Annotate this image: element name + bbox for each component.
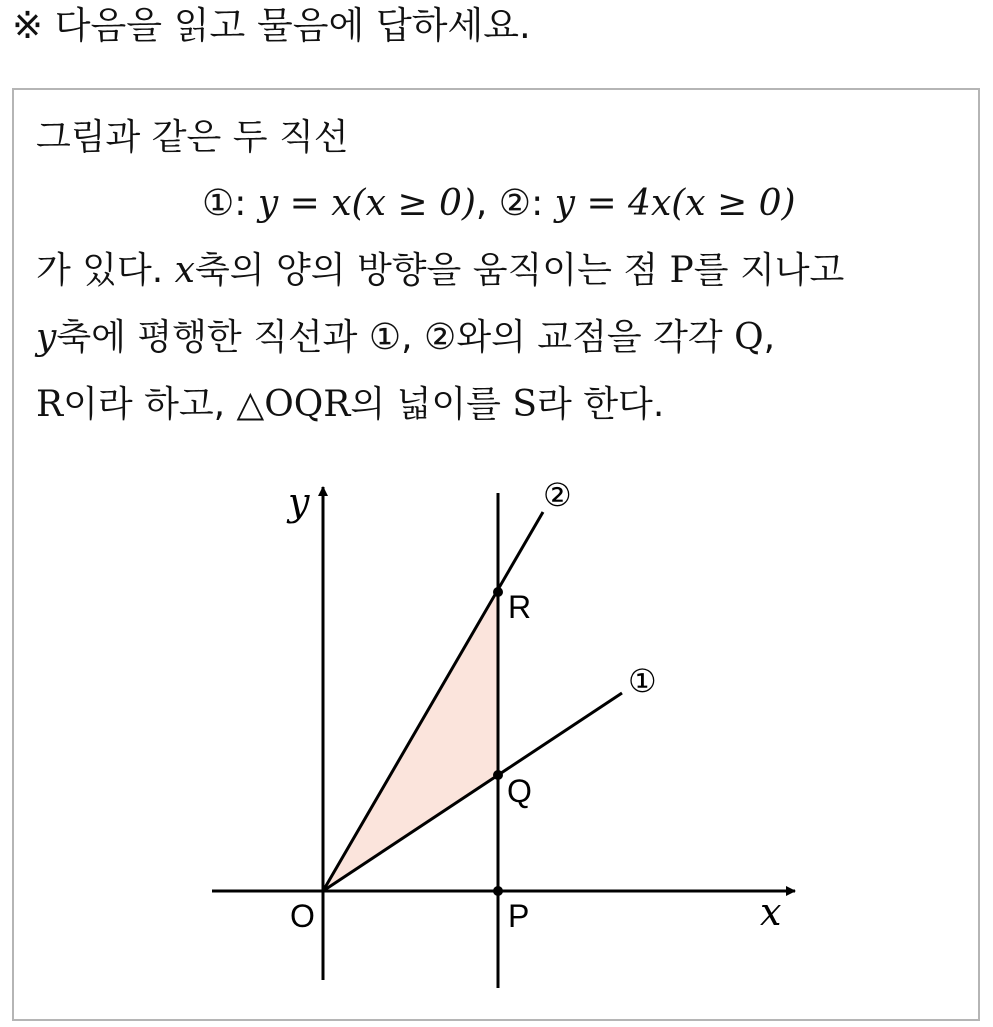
eq2: y = 4x(x ≥ 0) — [554, 183, 796, 224]
x-var: x — [174, 250, 195, 291]
point-q-text: Q — [734, 317, 764, 358]
line5-part-b: 의 넓이를 — [350, 384, 513, 425]
line4-part-a: 축에 평행한 직선과 ①, ②와의 교점을 각각 — [56, 317, 735, 358]
line3-part-b: 축의 양의 방향을 움직이는 점 — [194, 250, 670, 291]
origin-label: O — [290, 898, 315, 934]
point-p-text: P — [669, 250, 694, 291]
instruction-text: ※ 다음을 읽고 물음에 답하세요. — [12, 4, 531, 47]
area-s-text: S — [512, 384, 538, 425]
eq1: y = x(x ≥ 0) — [257, 183, 476, 224]
eq-separator: , — [475, 183, 499, 224]
eq2-label: ②: — [498, 183, 555, 224]
triangle-oqr-text: △OQR — [236, 384, 351, 425]
line3-part-c: 를 지나고 — [693, 250, 845, 291]
x-axis-label: x — [760, 890, 782, 934]
point-p-dot — [493, 886, 503, 896]
point-r-dot — [493, 587, 503, 597]
line-2 — [323, 512, 543, 891]
eq1-label: ①: — [202, 183, 258, 224]
y-var: y — [36, 317, 57, 358]
line5-part-c: 라 한다. — [537, 384, 665, 425]
line5-part-a: 이라 하고, — [63, 384, 237, 425]
label-line-1: ① — [628, 663, 657, 699]
label-point-r: R — [508, 589, 532, 625]
point-r-text: R — [36, 384, 64, 425]
line3-part-a: 가 있다. — [36, 250, 175, 291]
problem-line-1: 그림과 같은 두 직선 — [36, 117, 349, 158]
point-q-dot — [493, 770, 503, 780]
label-point-p: P — [508, 898, 530, 934]
label-point-q: Q — [507, 773, 532, 809]
label-line-2: ② — [543, 477, 572, 513]
line4-part-b: , — [763, 317, 776, 358]
y-axis-label: y — [288, 480, 310, 524]
